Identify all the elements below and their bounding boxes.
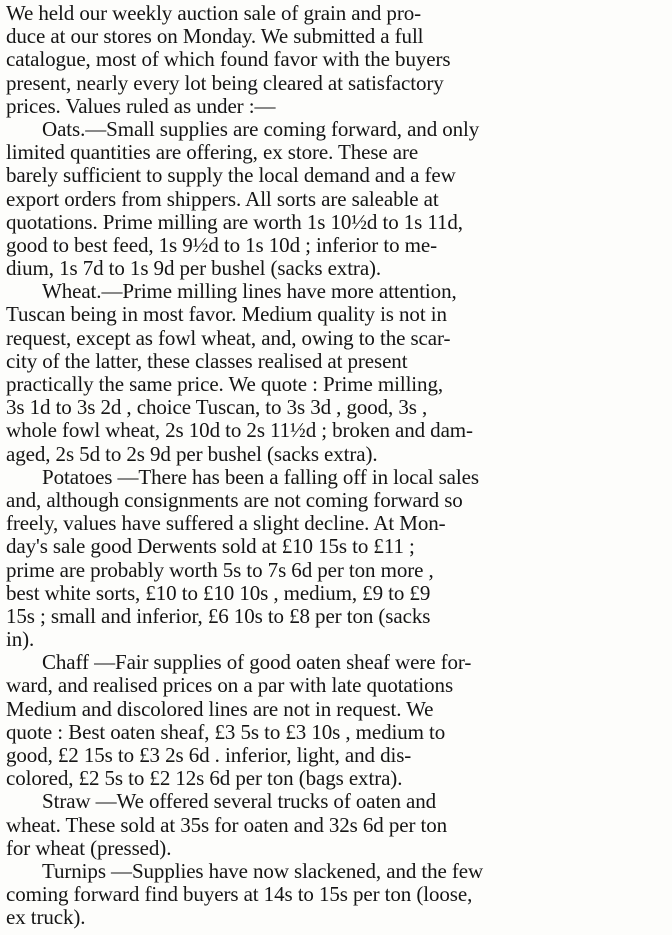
text-line: Medium and discolored lines are not in request. We bbox=[6, 697, 434, 721]
text-line: good to best feed, 1s 9½d to 1s 10d ; inferior to me- bbox=[6, 233, 437, 257]
text-line: quotations. Prime milling are worth 1s 10½d to 1s 11d, bbox=[6, 210, 463, 234]
text-line: practically the same price. We quote : Prime milling, bbox=[6, 373, 443, 396]
text-line: city of the latter, these classes realised at present bbox=[6, 349, 408, 373]
text-line: Chaff —Fair supplies of good oaten sheaf were for- bbox=[42, 651, 472, 675]
text-line: Tuscan being in most favor. Medium quality is not in bbox=[6, 303, 447, 327]
text-line: Oats.—Small supplies are coming forward, and only bbox=[42, 117, 480, 141]
oats-paragraph bbox=[6, 118, 668, 280]
text-line: 15s ; small and inferior, £6 10s to £8 per ton (sacks bbox=[6, 604, 431, 628]
text-line: catalogue, most of which found favor with the buyers bbox=[6, 48, 451, 72]
text-line: coming forward find buyers at 14s to 15s per ton (loose, bbox=[6, 883, 473, 907]
text-line: and, although consignments are not coming forward so bbox=[6, 488, 463, 512]
text-line: Potatoes —There has been a falling off in local sales bbox=[42, 465, 479, 489]
text-line: whole fowl wheat, 2s 10d to 2s 11½d ; broken and dam- bbox=[6, 419, 473, 443]
text-line: colored, £2 5s to £2 12s 6d per ton (bags extra). bbox=[6, 767, 403, 791]
text-line: freely, values have suffered a slight decline. At Mon- bbox=[6, 512, 446, 536]
text-line: Wheat.—Prime milling lines have more attention, bbox=[42, 280, 457, 304]
text-line: duce at our stores on Monday. We submitted a full bbox=[6, 25, 424, 49]
text-line: prices. Values ruled as under :— bbox=[6, 94, 276, 118]
text-line: quote : Best oaten sheaf, £3 5s to £3 10s , medium to bbox=[6, 720, 446, 744]
text-line: for wheat (pressed). bbox=[6, 836, 172, 860]
text-line: ward, and realised prices on a par with late quotations bbox=[6, 674, 454, 698]
text-line: Straw —We offered several trucks of oaten and bbox=[42, 790, 437, 814]
turnips-paragraph bbox=[6, 860, 668, 930]
straw-paragraph bbox=[6, 790, 668, 860]
intro-paragraph bbox=[6, 2, 668, 118]
text-line: barely sufficient to supply the local demand and a few bbox=[6, 164, 456, 188]
text-line: ex truck). bbox=[6, 906, 86, 930]
chaff-paragraph bbox=[6, 651, 668, 790]
text-line: present, nearly every lot being cleared at satisfactory bbox=[6, 71, 444, 95]
text-line: We held our weekly auction sale of grain and pro- bbox=[6, 2, 422, 25]
text-line: request, except as fowl wheat, and, owing to the scar- bbox=[6, 326, 451, 350]
text-line: 3s 1d to 3s 2d , choice Tuscan, to 3s 3d , good, 3s , bbox=[6, 396, 428, 420]
text-line: in). bbox=[6, 628, 35, 652]
potatoes-paragraph bbox=[6, 466, 668, 652]
text-line: good, £2 15s to £3 2s 6d . inferior, light, and dis- bbox=[6, 744, 412, 767]
text-line: Turnips —Supplies have now slackened, and the few bbox=[42, 859, 484, 883]
text-line: wheat. These sold at 35s for oaten and 32s 6d per ton bbox=[6, 813, 448, 837]
text-line: best white sorts, £10 to £10 10s , medium, £9 to £9 bbox=[6, 581, 431, 605]
text-line: export orders from shippers. All sorts are saleable at bbox=[6, 187, 439, 211]
text-line: dium, 1s 7d to 1s 9d per bushel (sacks extra). bbox=[6, 257, 382, 281]
text-line: aged, 2s 5d to 2s 9d per bushel (sacks extra). bbox=[6, 442, 378, 466]
text-line: limited quantities are offering, ex store. These are bbox=[6, 141, 419, 165]
wheat-paragraph bbox=[6, 280, 668, 466]
text-line: day's sale good Derwents sold at £10 15s to £11 ; bbox=[6, 535, 415, 559]
text-line: prime are probably worth 5s to 7s 6d per ton more , bbox=[6, 558, 434, 582]
